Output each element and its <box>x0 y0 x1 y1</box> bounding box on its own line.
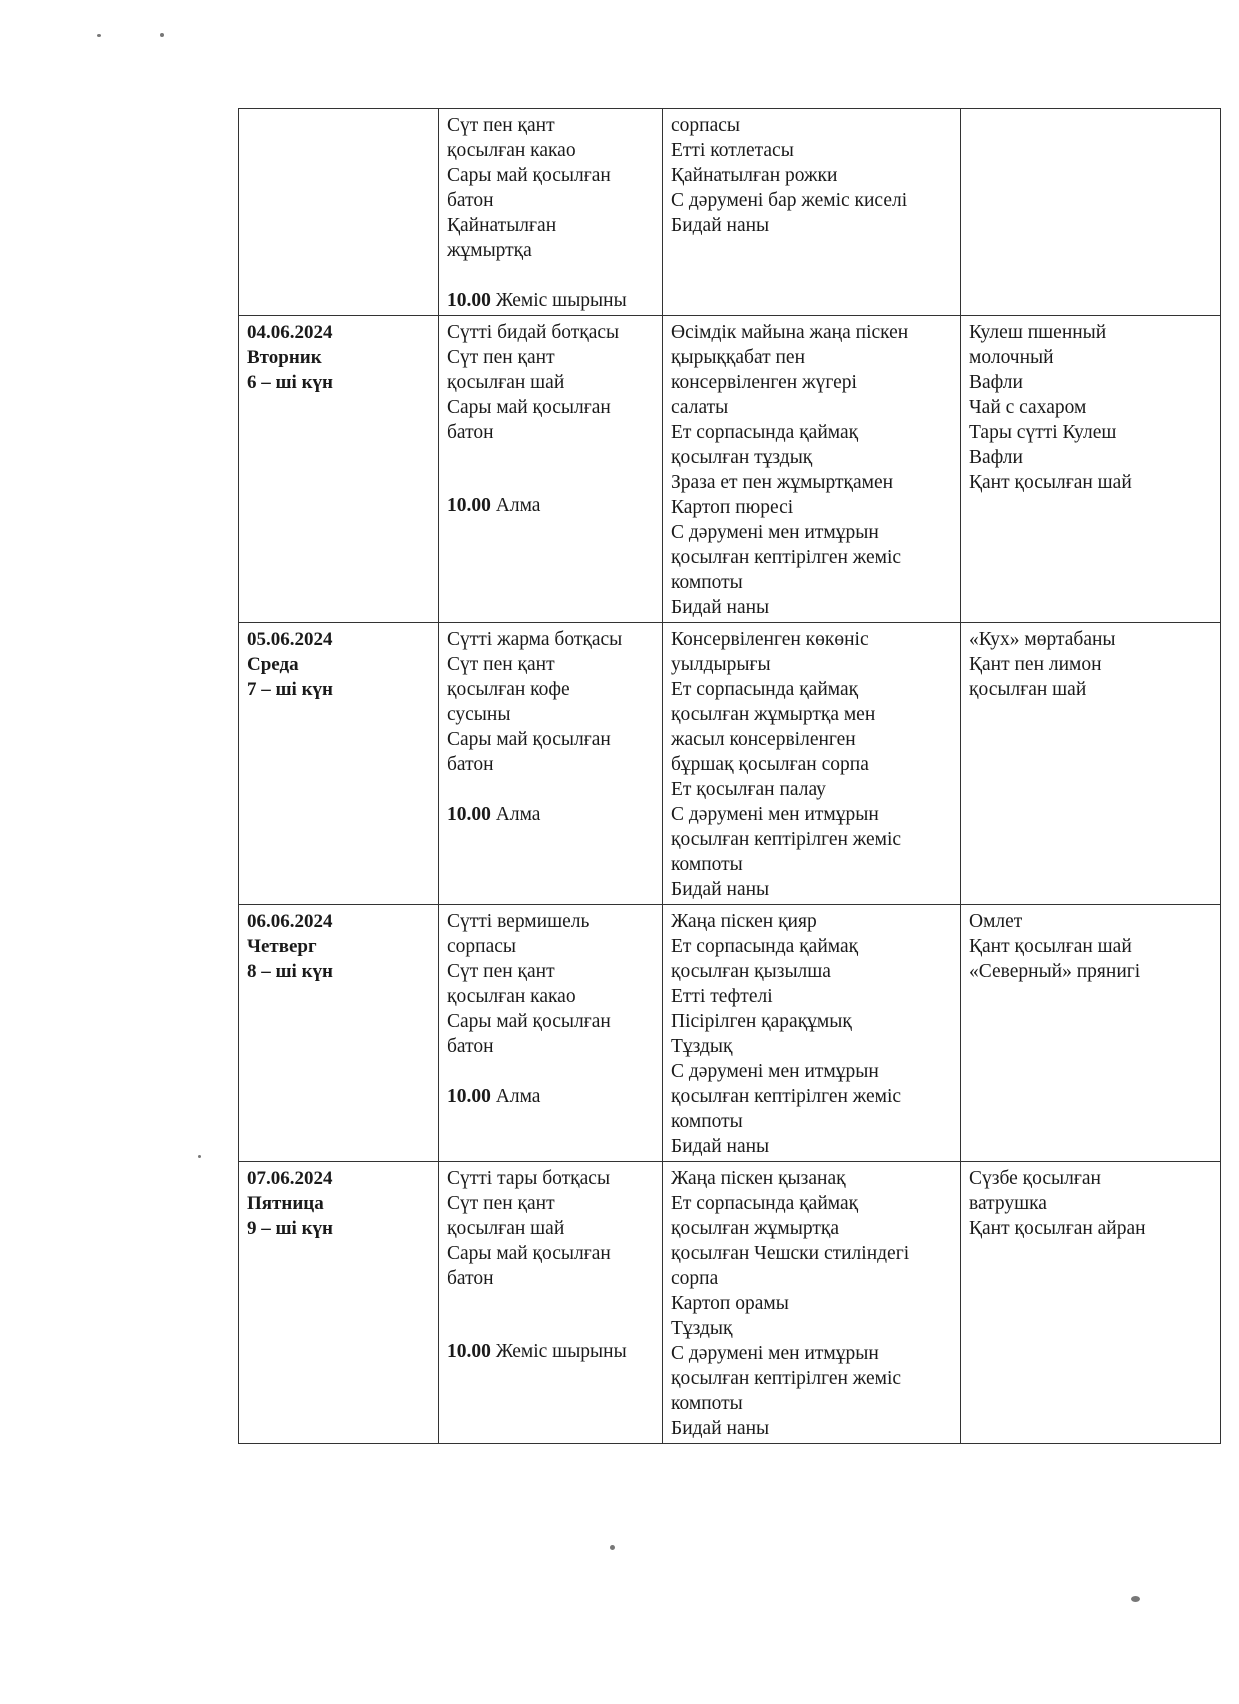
afternoon-item: ватрушка <box>969 1193 1047 1214</box>
snack-item: Алма <box>495 804 541 825</box>
breakfast-item: Сүтті вермишель <box>447 911 590 932</box>
afternoon-item: молочный <box>969 347 1054 368</box>
breakfast-item: Сүт пен қант <box>447 654 555 675</box>
lunch-item: салаты <box>671 397 729 418</box>
breakfast-item: Сары май қосылған <box>447 1243 611 1264</box>
lunch-item: компоты <box>671 1393 743 1414</box>
snack-time: 10.00 <box>447 290 491 311</box>
breakfast-item: батон <box>447 754 494 775</box>
scan-speck <box>160 33 164 37</box>
spacer <box>447 445 654 493</box>
snack-time: 10.00 <box>447 495 491 516</box>
breakfast-item: Сары май қосылған <box>447 397 611 418</box>
scan-speck <box>610 1545 615 1550</box>
breakfast-item: Сары май қосылған <box>447 1011 611 1032</box>
lunch-item: қосылған тұздық <box>671 447 813 468</box>
lunch-item: Ет сорпасында қаймақ <box>671 1193 859 1214</box>
day-cell <box>239 109 439 316</box>
lunch-item: Ет қосылған палау <box>671 779 826 800</box>
afternoon-cell <box>961 1162 1221 1444</box>
day-name: Среда <box>247 654 299 675</box>
lunch-item: Ет сорпасында қаймақ <box>671 422 859 443</box>
lunch-item: Жаңа піскен қияр <box>671 911 817 932</box>
lunch-item: Бидай наны <box>671 1418 770 1439</box>
day-date: 07.06.2024 <box>247 1168 333 1189</box>
lunch-item: қосылған қызылша <box>671 961 831 982</box>
snack-item: Алма <box>495 1086 541 1107</box>
menu-table-body <box>239 109 1221 1444</box>
lunch-item: Картоп орамы <box>671 1293 789 1314</box>
lunch-item: Өсімдік майына жаңа піскен <box>671 322 909 343</box>
lunch-item: Пісірілген қарақұмық <box>671 1011 852 1032</box>
snack-line <box>447 1339 654 1364</box>
breakfast-cell <box>439 623 663 905</box>
menu-row <box>239 316 1221 623</box>
afternoon-cell <box>961 109 1221 316</box>
lunch-item: Ет сорпасында қаймақ <box>671 679 859 700</box>
breakfast-item: Сүт пен қант <box>447 347 555 368</box>
menu-table <box>238 108 1221 1444</box>
lunch-item: қосылған Чешски стиліндегі <box>671 1243 910 1264</box>
breakfast-item: Сүтті жарма ботқасы <box>447 629 623 650</box>
lunch-item: Консервіленген көкөніс <box>671 629 869 650</box>
breakfast-item: Сары май қосылған <box>447 729 611 750</box>
lunch-item: қырыққабат пен <box>671 347 806 368</box>
breakfast-item: қосылған какао <box>447 986 576 1007</box>
day-num: 9 – ші күн <box>247 1218 333 1239</box>
lunch-item: компоты <box>671 854 743 875</box>
afternoon-item: Вафли <box>969 372 1023 393</box>
breakfast-cell <box>439 316 663 623</box>
lunch-cell <box>663 623 961 905</box>
lunch-cell <box>663 905 961 1162</box>
lunch-item: Картоп пюресі <box>671 497 794 518</box>
breakfast-item: сусыны <box>447 704 511 725</box>
day-name: Пятница <box>247 1193 324 1214</box>
afternoon-cell <box>961 623 1221 905</box>
lunch-item: Етті котлетасы <box>671 140 794 161</box>
lunch-item: С дәрумені мен итмұрын <box>671 1061 879 1082</box>
lunch-cell <box>663 109 961 316</box>
day-cell <box>239 905 439 1162</box>
day-cell <box>239 316 439 623</box>
breakfast-item: Сүт пен қант <box>447 115 555 136</box>
lunch-item: Тұздық <box>671 1318 733 1339</box>
breakfast-item: батон <box>447 422 494 443</box>
menu-row <box>239 109 1221 316</box>
spacer <box>447 1291 654 1339</box>
lunch-item: Зраза ет пен жұмыртқамен <box>671 472 894 493</box>
lunch-item: сорпа <box>671 1268 719 1289</box>
snack-item: Жеміс шырыны <box>495 290 627 311</box>
day-num: 8 – ші күн <box>247 961 333 982</box>
day-date: 05.06.2024 <box>247 629 333 650</box>
spacer <box>447 777 654 802</box>
breakfast-item: қосылған какао <box>447 140 576 161</box>
day-num: 7 – ші күн <box>247 679 333 700</box>
snack-time: 10.00 <box>447 1086 491 1107</box>
afternoon-item: Вафли <box>969 447 1023 468</box>
lunch-item: консервіленген жүгері <box>671 372 857 393</box>
scan-speck <box>198 1155 201 1158</box>
afternoon-item: «Кух» мөртабаны <box>969 629 1116 650</box>
snack-item: Алма <box>495 495 541 516</box>
snack-line <box>447 288 654 313</box>
lunch-item: Бидай наны <box>671 879 770 900</box>
lunch-item: компоты <box>671 1111 743 1132</box>
breakfast-item: қосылған шай <box>447 372 565 393</box>
snack-time: 10.00 <box>447 1341 491 1362</box>
day-name: Вторник <box>247 347 322 368</box>
spacer <box>447 1059 654 1084</box>
breakfast-item: батон <box>447 1036 494 1057</box>
breakfast-item: Сүтті бидай ботқасы <box>447 322 620 343</box>
lunch-item: Етті тефтелі <box>671 986 773 1007</box>
afternoon-item: Кулеш пшенный <box>969 322 1107 343</box>
afternoon-item: Қант пен лимон <box>969 654 1102 675</box>
breakfast-item: қосылған кофе <box>447 679 570 700</box>
breakfast-cell <box>439 1162 663 1444</box>
scan-speck <box>1131 1596 1140 1602</box>
breakfast-item: Сары май қосылған <box>447 165 611 186</box>
day-date: 06.06.2024 <box>247 911 333 932</box>
lunch-item: С дәрумені мен итмұрын <box>671 1343 879 1364</box>
afternoon-cell <box>961 905 1221 1162</box>
snack-line <box>447 493 654 518</box>
afternoon-item: Қант қосылған айран <box>969 1218 1146 1239</box>
breakfast-item: батон <box>447 1268 494 1289</box>
lunch-item: Ет сорпасында қаймақ <box>671 936 859 957</box>
afternoon-item: Тары сүтті Кулеш <box>969 422 1117 443</box>
lunch-item: С дәрумені мен итмұрын <box>671 804 879 825</box>
afternoon-cell <box>961 316 1221 623</box>
lunch-item: сорпасы <box>671 115 741 136</box>
breakfast-item: сорпасы <box>447 936 517 957</box>
breakfast-cell <box>439 109 663 316</box>
breakfast-item: қосылған шай <box>447 1218 565 1239</box>
day-cell <box>239 623 439 905</box>
afternoon-item: Қант қосылған шай <box>969 936 1132 957</box>
breakfast-item: жұмыртқа <box>447 240 532 261</box>
lunch-item: Бидай наны <box>671 597 770 618</box>
lunch-item: Жаңа піскен қызанақ <box>671 1168 846 1189</box>
lunch-item: жасыл консервіленген <box>671 729 856 750</box>
snack-line <box>447 1084 654 1109</box>
breakfast-cell <box>439 905 663 1162</box>
lunch-cell <box>663 316 961 623</box>
breakfast-item: Қайнатылған <box>447 215 557 236</box>
scan-speck <box>97 34 101 37</box>
spacer <box>447 263 654 288</box>
lunch-item: Қайнатылған рожки <box>671 165 838 186</box>
lunch-item: қосылған кептірілген жеміс <box>671 1368 902 1389</box>
lunch-item: Бидай наны <box>671 215 770 236</box>
day-name: Четверг <box>247 936 317 957</box>
lunch-item: қосылған жұмыртқа мен <box>671 704 876 725</box>
snack-item: Жеміс шырыны <box>495 1341 627 1362</box>
afternoon-item: Чай с сахаром <box>969 397 1087 418</box>
menu-row <box>239 623 1221 905</box>
menu-row <box>239 905 1221 1162</box>
lunch-item: қосылған кептірілген жеміс <box>671 1086 902 1107</box>
afternoon-item: Қант қосылған шай <box>969 472 1132 493</box>
lunch-cell <box>663 1162 961 1444</box>
day-num: 6 – ші күн <box>247 372 333 393</box>
breakfast-item: Сүт пен қант <box>447 961 555 982</box>
lunch-item: уылдырығы <box>671 654 771 675</box>
lunch-item: қосылған жұмыртқа <box>671 1218 839 1239</box>
menu-row <box>239 1162 1221 1444</box>
lunch-item: қосылған кептірілген жеміс <box>671 829 902 850</box>
afternoon-item: қосылған шай <box>969 679 1087 700</box>
lunch-item: компоты <box>671 572 743 593</box>
afternoon-item: Омлет <box>969 911 1023 932</box>
lunch-item: С дәрумені мен итмұрын <box>671 522 879 543</box>
lunch-item: қосылған кептірілген жеміс <box>671 547 902 568</box>
day-date: 04.06.2024 <box>247 322 333 343</box>
lunch-item: Тұздық <box>671 1036 733 1057</box>
lunch-item: бұршақ қосылған сорпа <box>671 754 869 775</box>
breakfast-item: батон <box>447 190 494 211</box>
lunch-item: С дәрумені бар жеміс киселі <box>671 190 908 211</box>
day-cell <box>239 1162 439 1444</box>
lunch-item: Бидай наны <box>671 1136 770 1157</box>
afternoon-item: «Северный» прянигі <box>969 961 1141 982</box>
snack-line <box>447 802 654 827</box>
breakfast-item: Сүтті тары ботқасы <box>447 1168 611 1189</box>
breakfast-item: Сүт пен қант <box>447 1193 555 1214</box>
snack-time: 10.00 <box>447 804 491 825</box>
afternoon-item: Сүзбе қосылған <box>969 1168 1101 1189</box>
